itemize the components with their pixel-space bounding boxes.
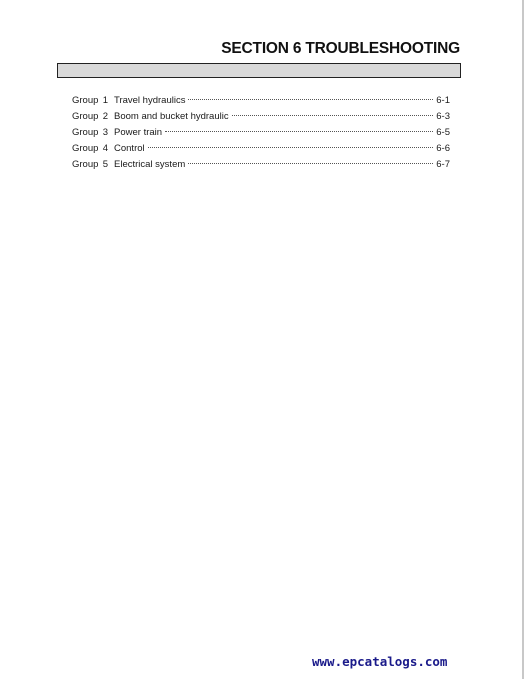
table-of-contents — [72, 93, 450, 173]
toc-page-number: 6-7 — [436, 159, 450, 170]
toc-leader-dots — [188, 98, 433, 100]
toc-entry[interactable] — [72, 141, 450, 157]
toc-leader-dots — [232, 114, 434, 116]
toc-group-number: 5 — [102, 159, 108, 170]
toc-page-number: 6-6 — [436, 143, 450, 154]
toc-entry[interactable] — [72, 109, 450, 125]
toc-entry-title: Boom and bucket hydraulic — [114, 111, 229, 122]
toc-group-label: Group — [72, 95, 99, 106]
toc-group-label: Group — [72, 111, 99, 122]
toc-entry[interactable] — [72, 125, 450, 141]
watermark-url: www.epcatalogs.com — [312, 654, 448, 669]
toc-entry-title: Electrical system — [114, 159, 186, 170]
toc-page-number: 6-1 — [436, 95, 450, 106]
toc-group-label: Group — [72, 143, 99, 154]
section-title-bar — [57, 63, 461, 78]
toc-leader-dots — [188, 162, 433, 164]
toc-group-label: Group — [72, 159, 99, 170]
section-title: SECTION 6 TROUBLESHOOTING — [221, 40, 460, 57]
toc-group-label: Group — [72, 127, 99, 138]
toc-page-number: 6-3 — [436, 111, 450, 122]
toc-leader-dots — [165, 130, 433, 132]
toc-group-number: 4 — [102, 143, 108, 154]
toc-group-number: 3 — [102, 127, 108, 138]
toc-entry-title: Control — [114, 143, 145, 154]
toc-entry[interactable] — [72, 93, 450, 109]
toc-group-number: 2 — [102, 111, 108, 122]
toc-leader-dots — [148, 146, 434, 148]
toc-entry-title: Travel hydraulics — [114, 95, 186, 106]
toc-page-number: 6-5 — [436, 127, 450, 138]
toc-entry[interactable] — [72, 157, 450, 173]
toc-entry-title: Power train — [114, 127, 163, 138]
toc-group-number: 1 — [102, 95, 108, 106]
